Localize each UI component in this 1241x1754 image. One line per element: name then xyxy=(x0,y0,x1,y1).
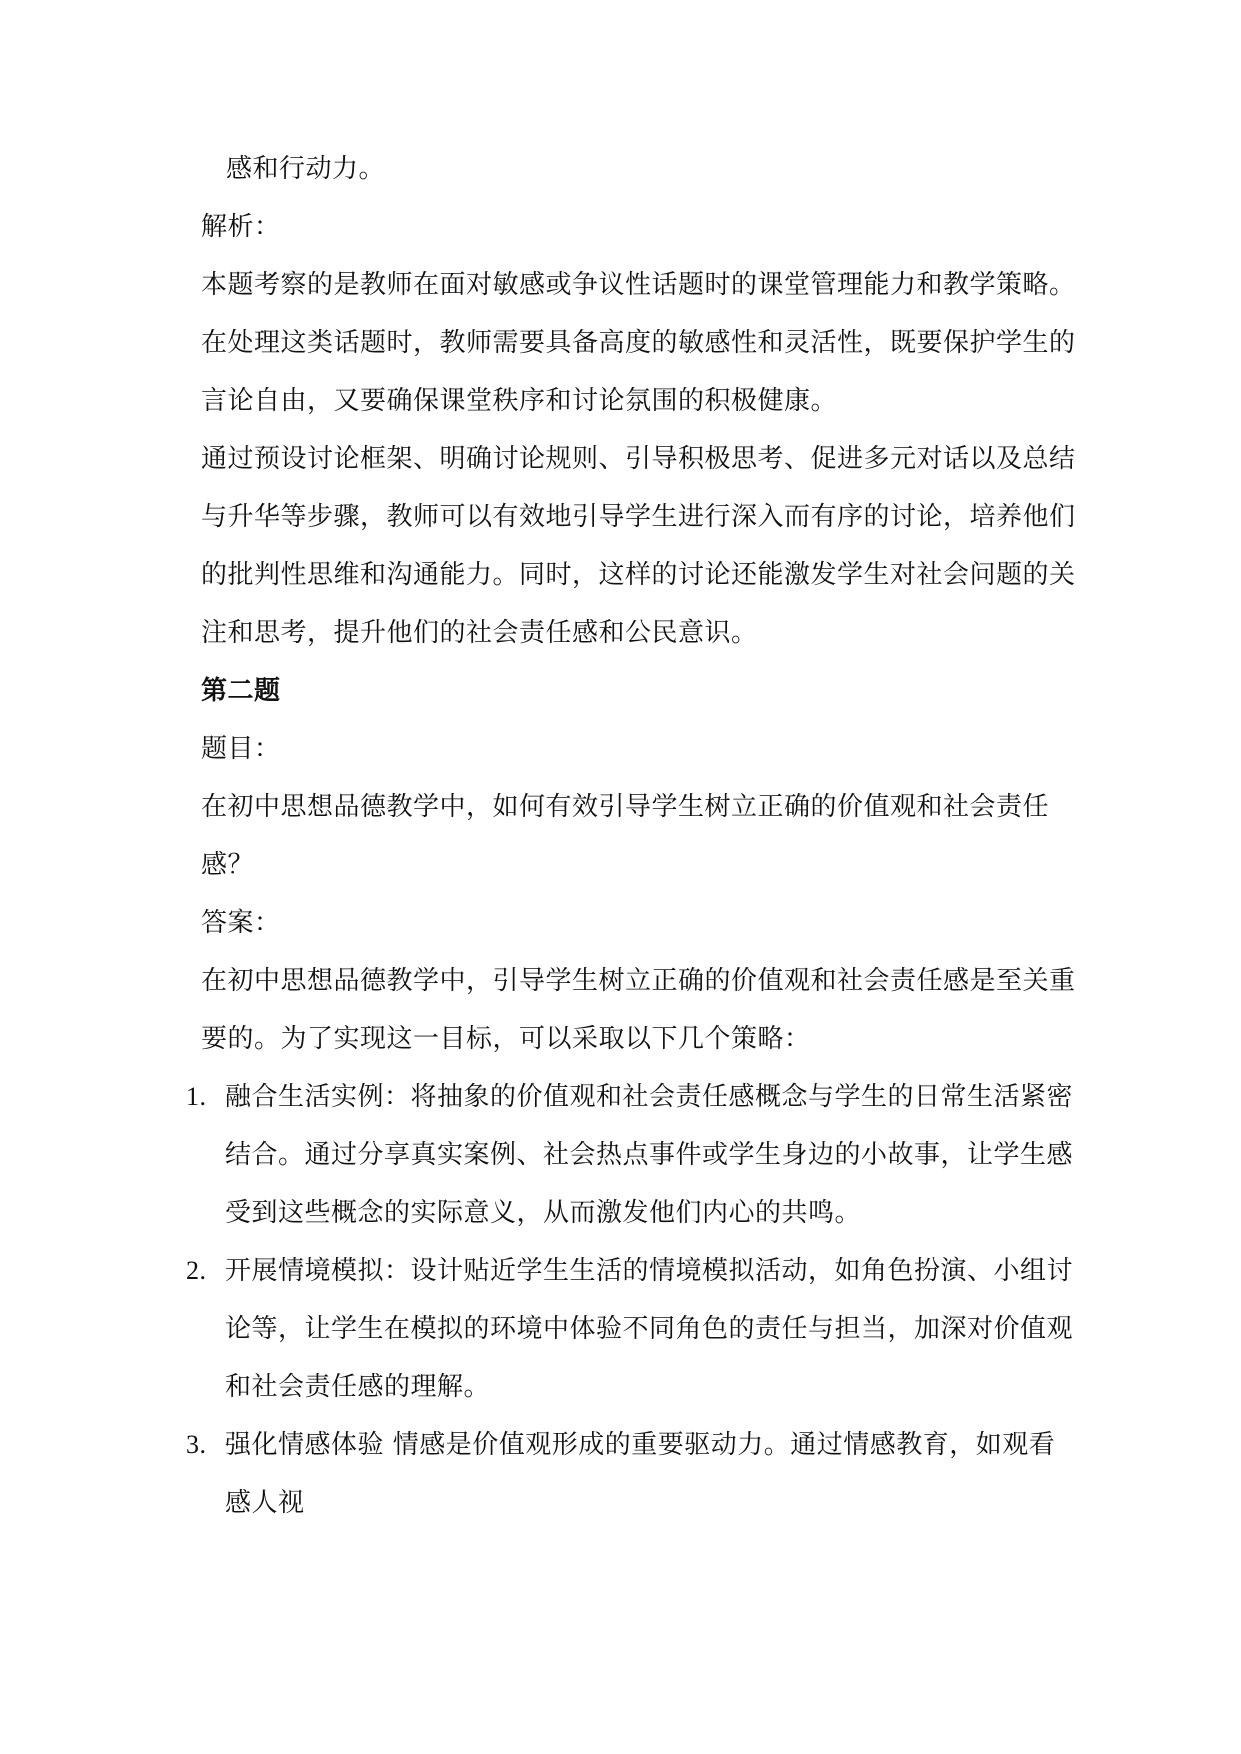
answer-intro: 在初中思想品德教学中，引导学生树立正确的价值观和社会责任感是至关重要的。为了实现这一目标，可以采取以下几个策略： xyxy=(201,966,1076,1054)
list-item-number: 1. xyxy=(186,1082,207,1111)
list-item-number: 2. xyxy=(186,1256,207,1285)
list-item xyxy=(186,1416,1081,1532)
list-item xyxy=(186,1068,1081,1242)
answer-label: 答案： xyxy=(201,908,281,938)
analysis-paragraph-2: 通过预设讨论框架、明确讨论规则、引导积极思考、促进多元对话以及总结与升华等步骤，教师可以有效地引导学生进行深入而有序的讨论，培养他们的批判性思维和沟通能力。同时，这样的讨论还能激发学生对社会问题的关注和思考，提升他们的社会责任感和公民意识。 xyxy=(201,444,1076,648)
strategy-list xyxy=(186,1068,1081,1532)
previous-paragraph-tail: 感和行动力。 xyxy=(226,154,386,184)
question-text: 在初中思想品德教学中，如何有效引导学生树立正确的价值观和社会责任感？ xyxy=(201,792,1050,880)
list-item-text: 强化情感体验 情感是价值观形成的重要驱动力。通过情感教育，如观看感人视 xyxy=(225,1430,1056,1518)
list-item xyxy=(186,1242,1081,1416)
section-heading: 第二题 xyxy=(201,676,281,706)
analysis-paragraph-1: 本题考察的是教师在面对敏感或争议性话题时的课堂管理能力和教学策略。在处理这类话题时，教师需要具备高度的敏感性和灵活性，既要保护学生的言论自由，又要确保课堂秩序和讨论氛围的积极健康。 xyxy=(201,270,1076,416)
list-item-text: 融合生活实例：将抽象的价值观和社会责任感概念与学生的日常生活紧密结合。通过分享真实案例、社会热点事件或学生身边的小故事，让学生感受到这些概念的实际意义，从而激发他们内心的共鸣。 xyxy=(225,1082,1074,1228)
list-item-number: 3. xyxy=(186,1430,207,1459)
question-label: 题目： xyxy=(201,734,281,764)
document-body xyxy=(186,140,1081,1532)
list-item-text: 开展情境模拟：设计贴近学生生活的情境模拟活动，如角色扮演、小组讨论等，让学生在模拟的环境中体验不同角色的责任与担当，加深对价值观和社会责任感的理解。 xyxy=(225,1256,1074,1402)
analysis-label: 解析： xyxy=(201,212,281,242)
